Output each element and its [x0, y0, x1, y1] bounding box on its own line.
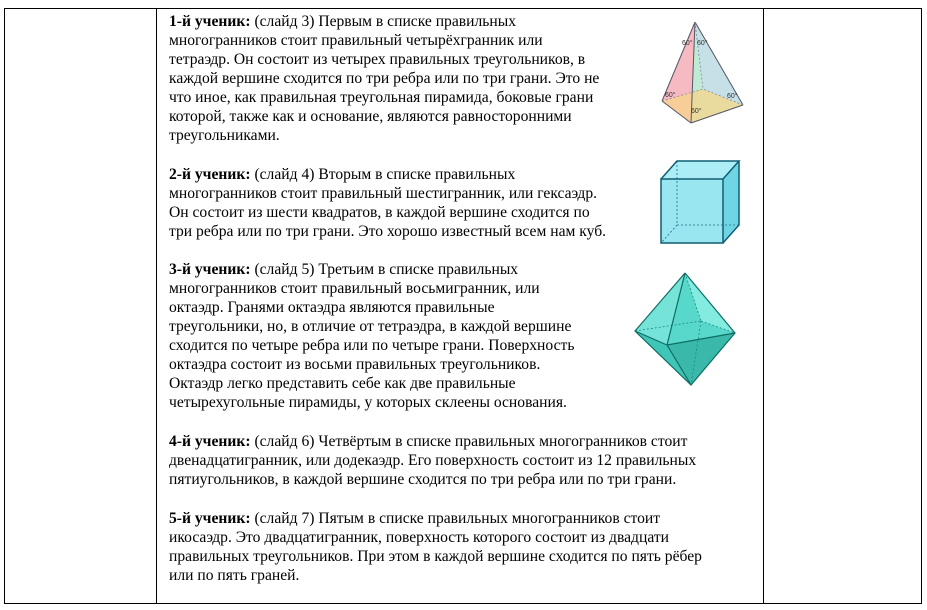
student-3-line-2: многогранников стоит правильный восьмигранник, или: [169, 280, 540, 297]
tetrahedron-figure: [659, 19, 747, 125]
student-1-line-1: (слайд 3) Первым в списке правильных: [250, 13, 516, 30]
student-5-line-3: правильных треугольников. При этом в каждой вершине сходится по пять рёбер: [169, 548, 702, 565]
student-2-line-3: Он состоит из шести квадратов, в каждой вершине сходится по: [169, 204, 590, 221]
student-4-line-3: пятиугольников, в каждой вершине сходится по три ребра или по три грани.: [169, 471, 677, 488]
student-4-label: 4-й ученик:: [169, 433, 251, 450]
student-5-line-2: икосаэдр. Это двадцатигранник, поверхность которого состоит из двадцати: [169, 529, 669, 546]
student-5-paragraph: [169, 509, 765, 585]
tetra-angle-2: 60°: [697, 40, 708, 47]
student-3-paragraph: [169, 260, 639, 412]
student-2-line-4: три ребра или по три грани. Это хорошо известный всем нам куб.: [169, 223, 607, 240]
student-4-line-2: двенадцатигранник, или додекаэдр. Его поверхность состоит из 12 правильных: [169, 452, 697, 469]
column-divider-1: [156, 9, 157, 603]
student-1-line-5: что иное, как правильная треугольная пирамида, боковые грани: [169, 89, 594, 106]
student-2-paragraph: [169, 165, 659, 241]
tetra-angle-4: 60°: [727, 93, 738, 100]
student-3-line-7: Октаэдр легко представить себе как две правильные: [169, 375, 516, 392]
student-1-line-2: многогранников стоит правильный четырёхгранник или: [169, 32, 543, 49]
student-5-line-1: (слайд 7) Пятым в списке правильных многогранников стоит: [250, 510, 661, 527]
student-1-line-3: тетраэдр. Он состоит из четырех правильных треугольников, в: [169, 51, 586, 68]
student-3-line-8: четырехугольные пирамиды, у которых склеены основания.: [169, 394, 567, 411]
student-1-line-7: треугольниками.: [169, 127, 280, 144]
tetra-angle-5: 60°: [691, 108, 702, 115]
student-1-line-6: которой, также как и основание, являются равносторонними: [169, 108, 572, 125]
student-1-paragraph: [169, 12, 639, 145]
student-3-line-6: октаэдра состоит из восьми правильных треугольников.: [169, 356, 541, 373]
student-2-line-1: (слайд 4) Вторым в списке правильных: [250, 166, 516, 183]
octahedron-figure: [631, 271, 741, 387]
student-3-line-5: сходится по четыре ребра или по четыре грани. Поверхность: [169, 337, 575, 354]
student-3-line-4: треугольники, но, в отличие от тетраэдра, в каждой вершине: [169, 318, 572, 335]
student-5-line-4: или по пять граней.: [169, 567, 300, 584]
student-3-line-3: октаэдр. Гранями октаэдра являются правильные: [169, 299, 495, 316]
student-1-label: 1-й ученик:: [169, 13, 251, 30]
tetra-angle-1: 60°: [682, 40, 693, 47]
student-5-label: 5-й ученик:: [169, 510, 251, 527]
cube-figure: [657, 159, 745, 249]
student-1-line-4: каждой вершине сходится по три ребра или по три грани. Это не: [169, 70, 600, 87]
tetra-angle-3: 60°: [665, 92, 676, 99]
student-3-label: 3-й ученик:: [169, 261, 251, 278]
student-4-paragraph: [169, 432, 765, 489]
student-2-label: 2-й ученик:: [169, 166, 251, 183]
student-2-line-2: многогранников стоит правильный шестигранник, или гексаэдр.: [169, 185, 598, 202]
student-3-line-1: (слайд 5) Третьим в списке правильных: [250, 261, 519, 278]
student-4-line-1: (слайд 6) Четвёртым в списке правильных многогранников стоит: [250, 433, 688, 450]
lesson-table: [4, 8, 922, 604]
